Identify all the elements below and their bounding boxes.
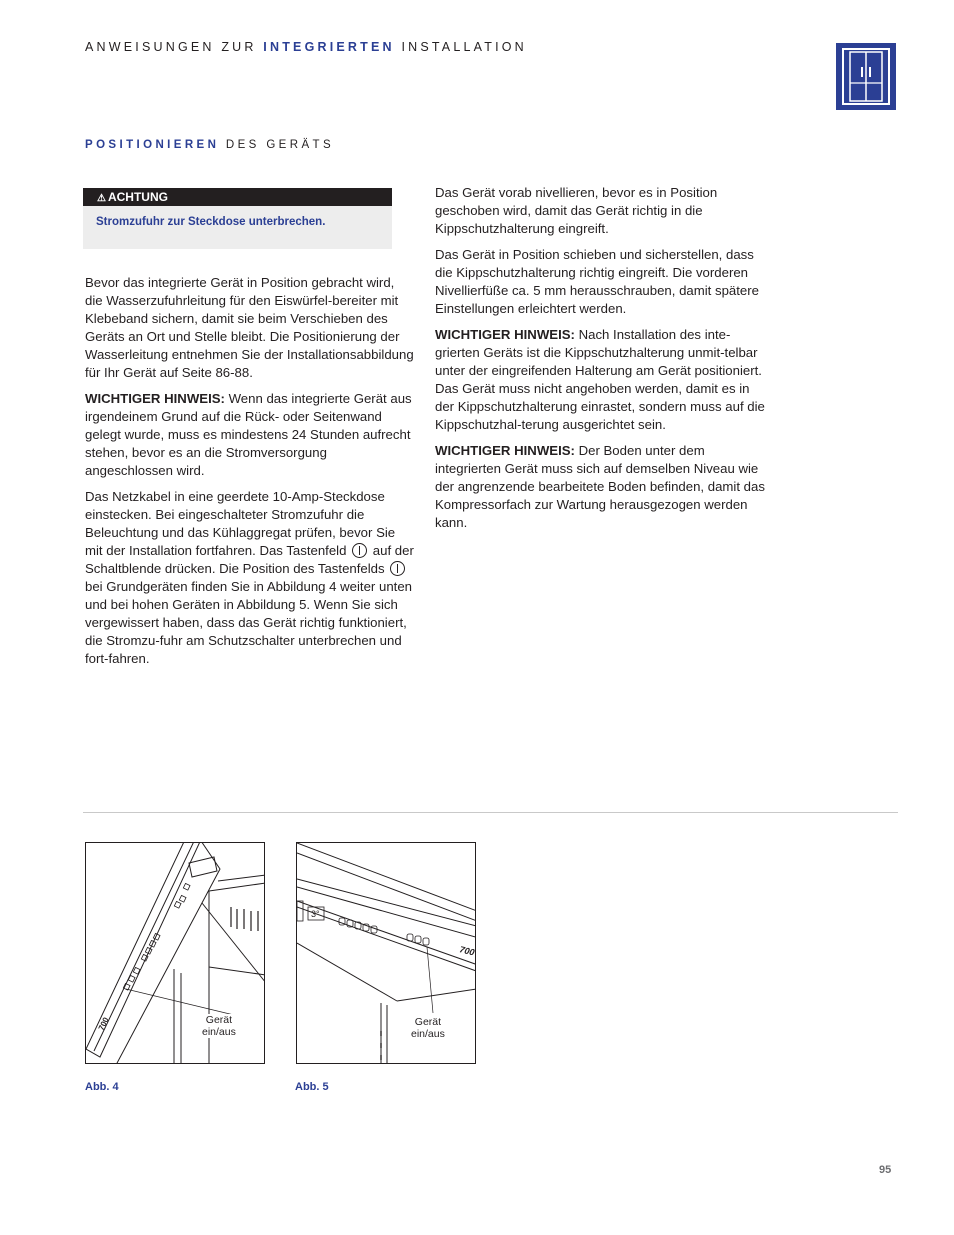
control-panel-drawing (86, 843, 265, 1064)
important-note-text: Wenn das integrierte Gerät aus irgendeinem Grund auf die Rück- oder Seitenwand gelegt wurde, muss es mindestens 24 Stunden aufrecht stehen, bevor es an die Stromversorgung angeschlossen wird. (85, 391, 412, 478)
power-key-icon (390, 561, 405, 576)
important-note-label: WICHTIGER HINWEIS: (435, 327, 575, 342)
header-suffix: INSTALLATION (394, 40, 527, 54)
figure-4-illustration (85, 842, 265, 1064)
left-column (85, 274, 415, 676)
section-title-highlight: POSITIONIEREN (85, 139, 220, 151)
section-title-rest: DES GERÄTS (219, 139, 335, 151)
panel-model-text: 700 (458, 944, 476, 958)
figure-5-caption: Abb. 5 (295, 1081, 329, 1093)
panel-temperature-text: 3° (311, 909, 320, 919)
important-note-text: Nach Installation des inte-grierten Geräts ist die Kippschutzhalterung unmit-telbar unter der eingreifenden Halterung am Gerät positioniert. Das Gerät muss nicht angehoben werden, damit es in der Kippschutzhalterung einrastet, sondern muss auf die Kippschutzhal-terung ausgerichtet sein. (435, 327, 765, 432)
power-key-label-line-2: ein/aus (202, 1026, 236, 1038)
control-panel-drawing (297, 843, 476, 1064)
left-paragraph-3-part-b: auf der Schaltblende drücken. Die Position des Tastenfelds (85, 543, 414, 576)
right-paragraph-2: Das Gerät in Position schieben und sicherstellen, dass die Kippschutzhalterung richtig eingreift. Die vorderen Nivellierfüße ca. 5 mm herausschrauben, damit spätere Einstellungen erleichtert werden. (435, 247, 759, 316)
warning-label: ACHTUNG (107, 190, 168, 204)
power-key-icon (352, 543, 367, 558)
right-paragraph-3 (435, 326, 765, 434)
right-paragraph-4 (435, 442, 765, 532)
left-paragraph-2 (85, 390, 415, 480)
power-key-label-line-1: Gerät (205, 1014, 233, 1026)
important-note-label: WICHTIGER HINWEIS: (85, 391, 225, 406)
integrated-refrigerator-icon (836, 43, 896, 110)
warning-box (83, 188, 392, 249)
warning-header (83, 188, 392, 206)
left-paragraph-3-part-a: Das Netzkabel in eine geerdete 10-Amp-Steckdose einstecken. Bei eingeschalteter Stromzufuhr die Beleuchtung und das Kühlaggregat prüfen, bevor Sie mit der Installation fortfahren. Das Tastenfeld (85, 489, 396, 558)
header-prefix: ANWEISUNGEN ZUR (85, 40, 264, 54)
page-header (85, 40, 527, 54)
page-number: 95 (879, 1164, 892, 1176)
right-column (435, 184, 765, 540)
figure-4-caption: Abb. 4 (85, 1081, 119, 1093)
important-note-text: Der Boden unter dem integrierten Gerät muss sich auf demselben Niveau wie der angrenzende bearbeitete Boden befinden, damit das Kompressorfach zur Wartung herausgezogen werden kann. (435, 443, 765, 530)
important-note-label: WICHTIGER HINWEIS: (435, 443, 575, 458)
left-paragraph-3 (85, 488, 415, 668)
panel-model-text: 700 (96, 1015, 111, 1032)
header-highlight: INTEGRIERTEN (263, 40, 395, 54)
power-key-label (201, 1014, 237, 1038)
power-key-label-line-1: Gerät (414, 1016, 442, 1028)
right-paragraph-1: Das Gerät vorab nivellieren, bevor es in Position geschoben wird, damit das Gerät richtig in die Kippschutzhalterung eingreift. (435, 185, 718, 236)
warning-triangle-icon: ⚠ (97, 193, 106, 204)
power-key-label (410, 1016, 446, 1040)
section-divider (83, 812, 898, 813)
left-paragraph-3-part-c: bei Grundgeräten finden Sie in Abbildung 4 weiter unten und bei hohen Geräten in Abbildung 5. Wenn Sie sich vergewissert haben, dass das Gerät richtig funktioniert, die Stromzu-fuhr am Schutzschalter unterbrechen und fort-fahren. (85, 579, 412, 666)
left-paragraph-1: Bevor das integrierte Gerät in Position gebracht wird, die Wasserzufuhrleitung für den Eiswürfel-bereiter mit Klebeband sichern, damit sie beim Verschieben des Geräts an Ort und Stelle bleibt. Die Positionierung der Wasserleitung entnehmen Sie der Installationsabbildung für Ihr Gerät auf Seite 86-88. (85, 275, 414, 380)
power-key-label-line-2: ein/aus (411, 1028, 445, 1040)
section-title (85, 139, 334, 151)
warning-text: Stromzufuhr zur Steckdose unterbrechen. (96, 216, 326, 228)
figure-5-illustration (296, 842, 476, 1064)
